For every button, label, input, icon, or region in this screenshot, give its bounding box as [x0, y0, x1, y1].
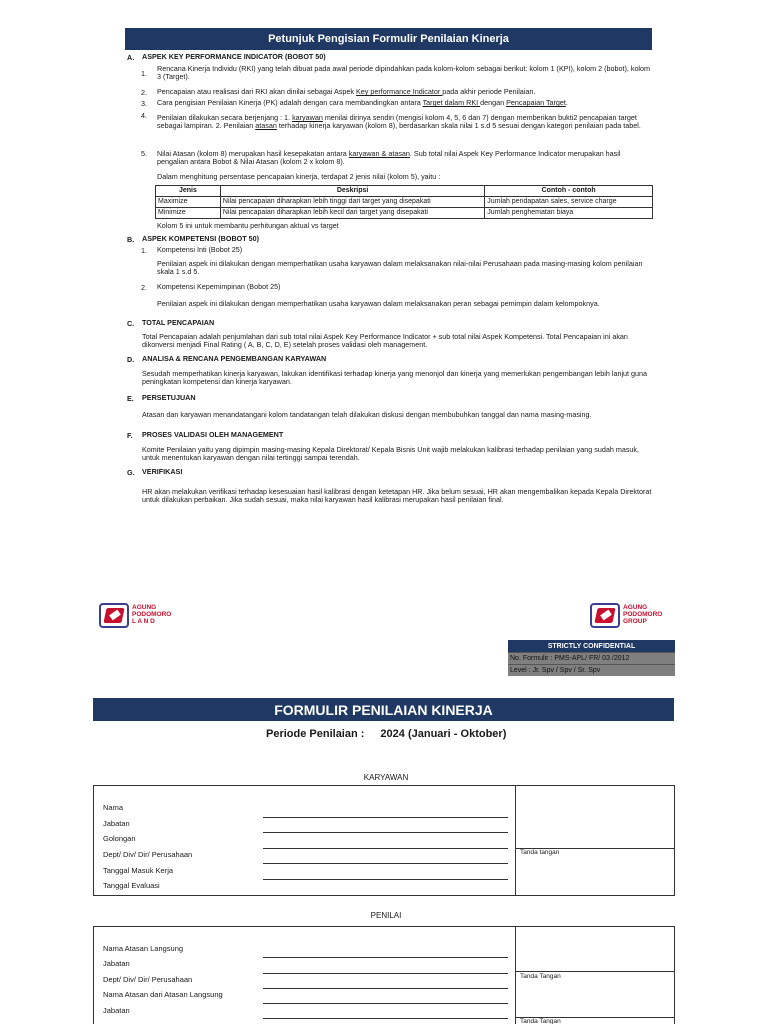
karyawan-sign-divider [515, 785, 516, 896]
section-a-item3-text-b: dengan [480, 98, 507, 107]
field-label-tanggal-evaluasi: Tanggal Evaluasi [103, 881, 160, 890]
section-b-item1-body: Penilaian aspek ini dilakukan dengan memperhatikan usaha karyawan dalam melaksanakan nilai-nilai Perusahaan pada masing-masing kolom penilaian skala 1 s.d 5. [157, 259, 643, 277]
section-e-title: PERSETUJUAN [142, 393, 196, 402]
section-a-label: A. [127, 53, 135, 62]
field-label-golongan: Golongan [103, 834, 136, 843]
tanggal-masuk-input-line[interactable] [263, 879, 508, 880]
section-a-item2-text-a: Pencapaian atau realisasi dari RKI akan dinilai sebagai Aspek [157, 87, 356, 96]
section-b-item2-body: Penilaian aspek ini dilakukan dengan memperhatikan usaha karyawan dalam melaksanakan peran sebagai pemimpin dalam kelompoknya. [157, 299, 600, 308]
penilai-sign-divider [515, 926, 516, 1024]
section-a-item4-num: 4. [141, 111, 147, 120]
agung-podomoro-land-logo [99, 603, 171, 628]
section-a-item4-text-c: terhadap kinerja karyawan (kolom 8), berdasarkan skala nilai 1 s.d 5 sesuai dengan kategori penilaian pada tabel. [276, 121, 641, 131]
section-a-item1-num: 1. [141, 69, 147, 78]
section-a-item5-text-b: . Sub total nilai Aspek Key Performance Indicator merupakan hasil pengalian antara Bobot & Nilai Atasan (kolom 2 x kolom 8). [157, 149, 621, 167]
atasan-langsung-input-line[interactable] [263, 957, 508, 958]
atasan-dari-atasan-input-line[interactable] [263, 1003, 508, 1004]
section-f-label: F. [127, 431, 133, 440]
section-f-body: Komite Penilaian yaitu yang dipimpin masing-masing Kepala Direktorat/ Kepala Bisnis Unit wajib melakukan kalibrasi terhadap penilaian yang sudah masuk, untuk menentukan karyawan dengan nilai tertinggi sampai terendah. [142, 445, 640, 463]
section-a-item3-underline-1: Target dalam RKI [422, 98, 481, 107]
table-cell: Jumlah pendapatan sales, service charge [485, 197, 653, 208]
section-a-item2-text-b: pada akhir periode Penilaian. [442, 87, 536, 96]
periode-value: 2024 (Januari - Oktober) [380, 728, 507, 740]
section-f-title: PROSES VALIDASI OLEH MANAGEMENT [142, 430, 284, 439]
confidential-box [508, 640, 675, 676]
section-a-item3-text-c: . [565, 98, 568, 107]
section-b-item2-num: 2. [141, 283, 147, 292]
periode-label: Periode Penilaian : [266, 728, 365, 740]
field-label-tanggal-masuk: Tanggal Masuk Kerja [103, 866, 174, 875]
form-number: No. Formulir : PMS-APL/ FR/ 03 /2012 [508, 652, 675, 664]
atasan2-jabatan-input-line[interactable] [263, 1018, 508, 1019]
logo-right-text: AGUNG PODOMORO GROUP [623, 604, 663, 625]
section-a-item4-underline-1: karyawan [292, 113, 323, 122]
section-g-body: HR akan melakukan verifikasi terhadap kesesuaian hasil kalibrasi dengan ketetapan HR. Jika belum sesuai, HR akan mengembalikan kepada Kepala Direktorat untuk dilakukan perbaikan. Jika sudah sesuai, maka nilai karyawan hasil kalibrasi merupakan hasil penilaian final. [142, 487, 652, 505]
dept-input-line[interactable] [263, 863, 508, 864]
logo-left-text: AGUNG PODOMORO L A N D [132, 604, 172, 625]
section-a-item3 [157, 99, 652, 107]
nama-input-line[interactable] [263, 817, 508, 818]
section-a-note: Kolom 5 ini untuk membantu perhitungan aktual vs target [157, 221, 339, 230]
section-c-body: Total Pencapaian adalah penjumlahan dari sub total nilai Aspek Key Performance Indicator + sub total nilai Aspek Kompetensi. Total Pencapaian ini akan dikonversi menjadi Final Rating ( A, B, C, D, E) setelah proses validasi oleh management. [142, 332, 628, 350]
section-a-item2-num: 2. [141, 88, 147, 97]
section-g-label: G. [127, 468, 135, 477]
section-a-item5-text-a: Nilai Atasan (kolom 8) merupakan hasil kesepakatan antara [157, 149, 349, 158]
section-b-item2-title: Kompetensi Kepemimpinan (Bobot 25) [157, 282, 281, 291]
penilai-dept-input-line[interactable] [263, 988, 508, 989]
guide-title: Petunjuk Pengisian Formulir Penilaian Kinerja [125, 28, 652, 50]
jabatan-input-line[interactable] [263, 832, 508, 833]
section-a-item3-text-a: Cara pengisian Penilaian Kinerja (PK) adalah dengan cara membandingkan antara [157, 98, 423, 107]
field-label-penilai-dept: Dept/ Div/ Dir/ Perusahaan [103, 975, 193, 984]
section-a-item2 [157, 88, 652, 96]
section-a-item3-underline-2: Pencapaian Target [506, 98, 566, 107]
penilai-section-title: PENILAI [370, 911, 402, 920]
penilai-sign-top-line-1 [515, 971, 675, 972]
section-a-item2-underline: Key performance Indicator [355, 87, 443, 96]
section-a-title: ASPEK KEY PERFORMANCE INDICATOR (BOBOT 50) [142, 52, 326, 61]
section-a-item4 [157, 114, 652, 131]
section-a-item5 [157, 150, 652, 167]
section-e-body: Atasan dan karyawan menandatangani kolom tandatangan telah dilakukan diskusi dengan membubuhkan tanggal dan nama masing-masing. [142, 410, 592, 419]
jenis-header-contoh: Contoh - contoh [485, 186, 653, 197]
agung-podomoro-group-logo [590, 603, 662, 628]
table-cell: Maximize [156, 197, 221, 208]
confidential-head: STRICTLY CONFIDENTIAL [508, 640, 675, 652]
jenis-nilai-table [155, 185, 653, 219]
periode-penilaian [266, 728, 506, 740]
karyawan-section-title: KARYAWAN [363, 773, 409, 782]
table-cell: Nilai pencapaian diharapkan lebih kecil dari target yang disepakati [220, 208, 484, 219]
section-b-label: B. [127, 235, 135, 244]
field-label-dept: Dept/ Div/ Dir/ Perusahaan [103, 850, 193, 859]
podomoro-logo-icon [590, 603, 620, 628]
penilai-sign-label-1: Tanda Tangan [520, 973, 561, 980]
section-d-title: ANALISA & RENCANA PENGEMBANGAN KARYAWAN [142, 354, 327, 363]
table-cell: Nilai pencapaian diharapkan lebih tinggi dari target yang disepakati [220, 197, 484, 208]
section-e-label: E. [127, 394, 134, 403]
field-label-atasan-dari-atasan: Nama Atasan dari Atasan Langsung [103, 990, 223, 999]
section-a-item5-extra: Dalam menghitung persentase pencapaian kinerja, terdapat 2 jenis nilai (kolom 5), yaitu : [157, 172, 441, 181]
section-b-title: ASPEK KOMPETENSI (BOBOT 50) [142, 234, 260, 243]
jenis-header-jenis: Jenis [156, 186, 221, 197]
section-a-item5-num: 5. [141, 149, 147, 158]
section-b-item1-title: Kompetensi Inti (Bobot 25) [157, 245, 243, 254]
section-a-item4-text-b: menilai dirinya sendiri (mengisi kolom 4, 5, 6 dan 7) dengan memberikan bukti2 pencapaian target sebagai lampiran. 2. Penilaian [157, 113, 637, 131]
field-label-penilai-jabatan: Jabatan [103, 959, 130, 968]
section-d-label: D. [127, 355, 135, 364]
karyawan-sign-label: Tanda tangan [520, 849, 560, 856]
field-label-nama: Nama [103, 803, 124, 812]
table-row [156, 208, 653, 219]
section-b-item1-num: 1. [141, 246, 147, 255]
table-row [156, 197, 653, 208]
section-a-item4-text-a: Penilaian dilakukan secara berjenjang : 1. [157, 113, 293, 122]
field-label-atasan-langsung: Nama Atasan Langsung [103, 944, 184, 953]
table-cell: Minimize [156, 208, 221, 219]
form-title: FORMULIR PENILAIAN KINERJA [93, 698, 674, 721]
level-info: Level : Jr. Spv / Spv / Sr. Spv [508, 664, 675, 676]
field-label-atasan2-jabatan: Jabatan [103, 1006, 130, 1015]
penilai-jabatan-input-line[interactable] [263, 973, 508, 974]
table-cell: Jumlah penghematan biaya [485, 208, 653, 219]
section-c-title: TOTAL PENCAPAIAN [142, 318, 215, 327]
jenis-table-header-row [156, 186, 653, 197]
section-g-title: VERIFIKASI [142, 467, 183, 476]
penilai-sign-label-2: Tanda Tangan [520, 1018, 561, 1024]
section-d-body: Sesudah memperhatikan kinerja karyawan, lakukan identifikasi terhadap kinerja yang menonjol dan kinerja yang memerlukan pengembangan lebih lanjut guna peningkatan kompetensi dan kinerja karyawan. [142, 369, 648, 387]
podomoro-logo-icon [99, 603, 129, 628]
section-a-item4-underline-2: atasan [255, 121, 277, 131]
section-a-item5-underline: karyawan & atasan [348, 149, 410, 158]
jenis-header-deskripsi: Deskripsi [220, 186, 484, 197]
section-a-item3-num: 3. [141, 99, 147, 108]
golongan-input-line[interactable] [263, 848, 508, 849]
section-a-item1: Rencana Kinerja Individu (RKI) yang telah dibuat pada awal periode dipindahkan pada kolom-kolom sebagai berikut: kolom 1 (KPI), kolom 2 (bobot), kolom 3 (Target). [157, 64, 651, 82]
section-c-label: C. [127, 319, 135, 328]
field-label-jabatan: Jabatan [103, 819, 130, 828]
